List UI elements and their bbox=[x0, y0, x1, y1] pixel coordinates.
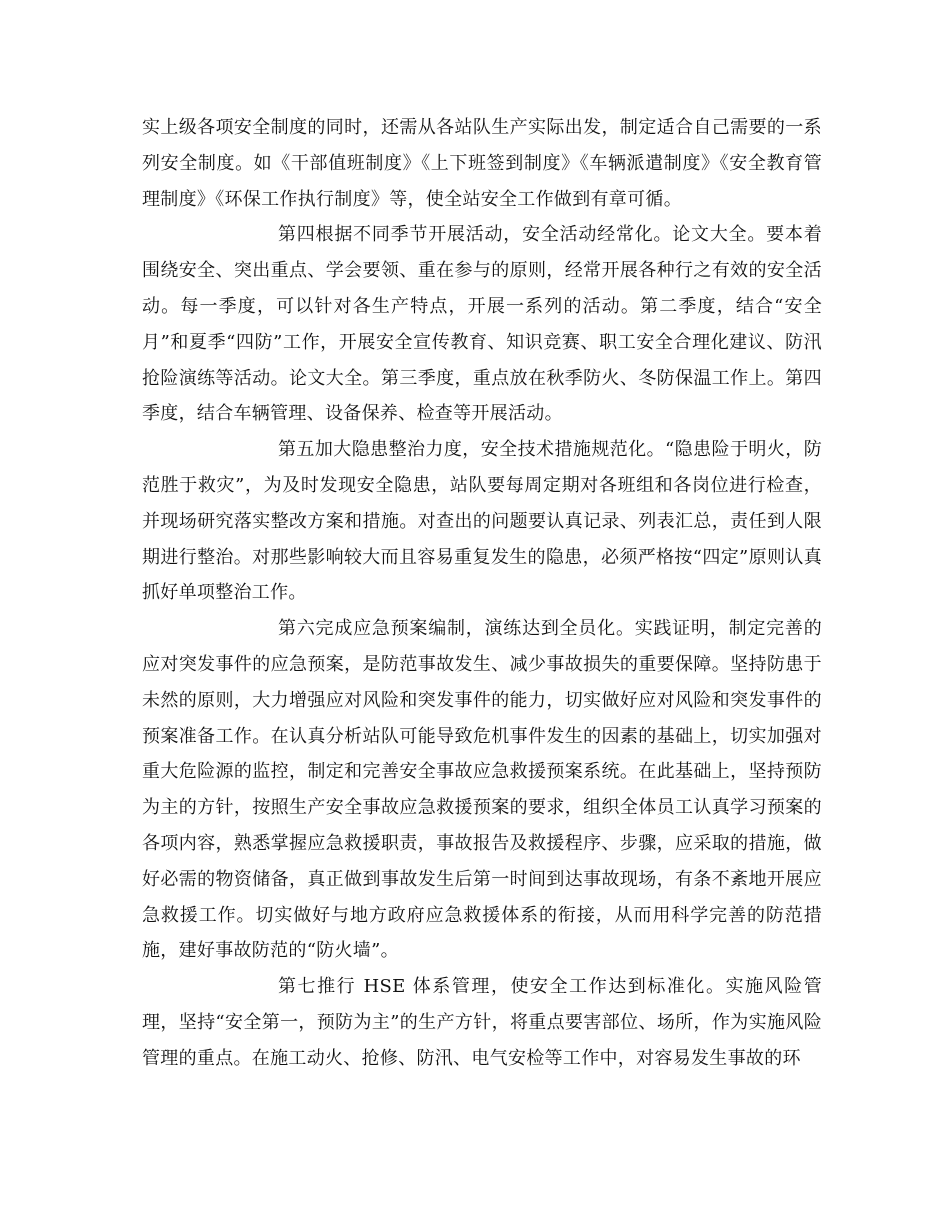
paragraph-5: 第七推行 HSE 体系管理，使安全工作达到标准化。实施风险管理，坚持“安全第一，预防为主”的生产方针，将重点要害部位、场所，作为实施风险管理的重点。在施工动火、抢修、防汛、电气安检等工作中，对容易发生事故的环 bbox=[142, 976, 822, 1069]
paragraph-3: 第五加大隐患整治力度，安全技术措施规范化。“隐患险于明火，防范胜于救灾”，为及时发现安全隐患，站队要每周定期对各班组和各岗位进行检查，并现场研究落实整改方案和措施。对查出的问题要认真记录、列表汇总，责任到人限期进行整治。对那些影响较大而且容易重复发生的隐患，必须严格按“四定”原则认真抓好单项整治工作。 bbox=[142, 439, 822, 604]
paragraph-1: 实上级各项安全制度的同时，还需从各站队生产实际出发，制定适合自己需要的一系列安全制度。如《干部值班制度》《上下班签到制度》《车辆派遣制度》《安全教育管理制度》《环保工作执行制度》等，使全站安全工作做到有章可循。 bbox=[142, 117, 822, 210]
document-body bbox=[142, 110, 822, 1077]
paragraph-2: 第四根据不同季节开展活动，安全活动经常化。论文大全。要本着围绕安全、突出重点、学会要领、重在参与的原则，经常开展各种行之有效的安全活动。每一季度，可以针对各生产特点，开展一系列的活动。第二季度，结合“安全月”和夏季“四防”工作，开展安全宣传教育、知识竞赛、职工安全合理化建议、防汛抢险演练等活动。论文大全。第三季度，重点放在秋季防火、冬防保温工作上。第四季度，结合车辆管理、设备保养、检查等开展活动。 bbox=[142, 224, 822, 425]
paragraph-4: 第六完成应急预案编制，演练达到全员化。实践证明，制定完善的应对突发事件的应急预案，是防范事故发生、减少事故损失的重要保障。坚持防患于未然的原则，大力增强应对风险和突发事件的能力，切实做好应对风险和突发事件的预案准备工作。在认真分析站队可能导致危机事件发生的因素的基础上，切实加强对重大危险源的监控，制定和完善安全事故应急救援预案系统。在此基础上，坚持预防为主的方针，按照生产安全事故应急救援预案的要求，组织全体员工认真学习预案的各项内容，熟悉掌握应急救援职责，事故报告及救援程序、步骤，应采取的措施，做好必需的物资储备，真正做到事故发生后第一时间到达事故现场，有条不紊地开展应急救援工作。切实做好与地方政府应急救援体系的衔接，从而用科学完善的防范措施，建好事故防范的“防火墙”。 bbox=[142, 618, 822, 962]
